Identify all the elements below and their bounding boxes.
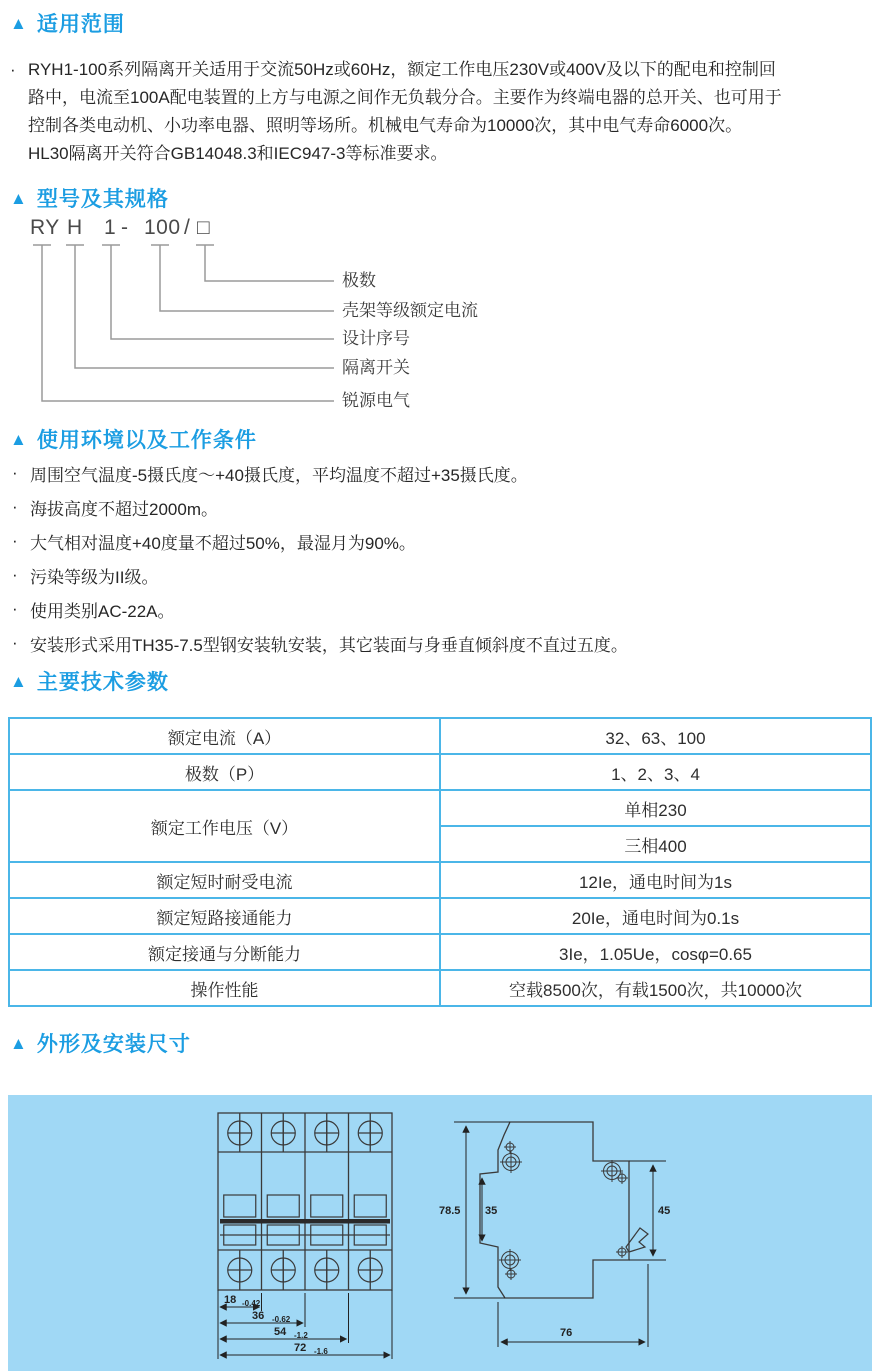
scope-line-text: RYH1-100系列隔离开关适用于交流50Hz或60Hz，额定工作电压230V或400V及以下的配电和控制回 [28, 60, 776, 79]
side-view-drawing [439, 1122, 670, 1347]
list-item-text: 海拔高度不超过2000m。 [30, 499, 218, 519]
dimension-label: 18 [224, 1294, 237, 1306]
dimension-label: 76 [560, 1327, 573, 1339]
bullet-icon: · [12, 565, 18, 584]
list-item [12, 490, 872, 524]
param-value-cell: 3Ie，1.05Ue，cosφ=0.65 [440, 934, 871, 970]
model-label-switch-type: 隔离开关 [342, 358, 410, 377]
list-item-text: 大气相对温度+40度量不超过50%，最湿月为90%。 [30, 533, 416, 553]
section-heading-dimensions [10, 1028, 191, 1058]
scope-paragraph [10, 56, 876, 168]
table-row [9, 970, 871, 1006]
dimension-label: 36 [252, 1310, 265, 1322]
model-code-design: 1 [104, 216, 117, 239]
param-label-cell: 额定电流（A） [9, 718, 440, 754]
list-item-text: 安装形式采用TH35-7.5型钢安装轨安装，其它装面与身垂直倾斜度不直过五度。 [30, 635, 628, 655]
param-value-cell: 1、2、3、4 [440, 754, 871, 790]
param-label-cell: 额定工作电压（V） [9, 790, 440, 862]
section-title: 主要技术参数 [36, 671, 169, 694]
model-designation-diagram [0, 216, 880, 422]
table-row [9, 790, 871, 826]
scope-line: 控制各类电动机、小功率电器、照明等场所。机械电气寿命为10000次，其中电气寿命6000次。 [28, 116, 743, 135]
dimensions-panel [8, 1095, 872, 1371]
section-marker-icon: ▲ [10, 429, 28, 449]
model-code-pole-box: □ [197, 216, 211, 239]
dimension-tolerance: -1.2 [294, 1331, 308, 1340]
model-code-frame: 100 [144, 216, 181, 239]
section-heading-environment [10, 424, 257, 454]
model-code-type: H [67, 216, 83, 239]
list-item [12, 558, 872, 592]
environment-list [12, 456, 872, 660]
bullet-icon: · [12, 633, 18, 652]
dimension-label: 35 [485, 1205, 498, 1217]
dimension-tolerance: -0.42 [242, 1299, 261, 1308]
bullet-icon: · [12, 599, 18, 618]
section-heading-scope [10, 8, 125, 38]
dimension-tolerance: -0.62 [272, 1315, 291, 1324]
section-title: 适用范围 [36, 13, 125, 36]
dimension-tolerance: -1.6 [314, 1347, 328, 1356]
dimension-label: 78.5 [439, 1205, 461, 1217]
table-row [9, 862, 871, 898]
table-row [9, 718, 871, 754]
param-value-cell: 32、63、100 [440, 718, 871, 754]
section-marker-icon: ▲ [10, 671, 28, 691]
param-label-cell: 额定接通与分断能力 [9, 934, 440, 970]
section-title: 型号及其规格 [36, 188, 169, 211]
dimension-label: 54 [274, 1326, 287, 1338]
section-title: 使用环境以及工作条件 [36, 429, 257, 452]
param-label-cell: 额定短路接通能力 [9, 898, 440, 934]
bullet-icon: · [12, 531, 18, 550]
bullet-icon: · [12, 497, 18, 516]
table-row [9, 754, 871, 790]
side-screws [499, 1141, 628, 1280]
model-label-frame-current: 壳架等级额定电流 [342, 301, 478, 320]
model-code-brand: RY [30, 216, 60, 239]
table-row [9, 898, 871, 934]
dimension-label: 45 [658, 1205, 671, 1217]
table-row [9, 934, 871, 970]
param-value-cell: 空载8500次，有载1500次，共10000次 [440, 970, 871, 1006]
section-title: 外形及安装尺寸 [36, 1033, 191, 1056]
scope-line: 路中，电流至100A配电装置的上方与电源之间作无负载分合。主要作为终端电器的总开关、也可用于 [28, 88, 782, 107]
section-heading-parameters [10, 666, 169, 696]
list-item [12, 456, 872, 490]
list-item-text: 污染等级为II级。 [30, 567, 159, 587]
param-label-cell: 操作性能 [9, 970, 440, 1006]
section-marker-icon: ▲ [10, 188, 28, 208]
param-label-cell: 极数（P） [9, 754, 440, 790]
side-dimension-lines [454, 1122, 666, 1347]
dimension-label: 72 [294, 1342, 307, 1354]
model-label-design-number: 设计序号 [342, 329, 410, 348]
list-item [12, 524, 872, 558]
section-marker-icon: ▲ [10, 13, 28, 33]
model-code-dash: - [121, 216, 129, 239]
param-value-cell: 单相230 [440, 790, 871, 826]
list-item-text: 周围空气温度-5摄氏度～+40摄氏度，平均温度不超过+35摄氏度。 [30, 465, 528, 485]
side-profile-outline [480, 1122, 629, 1298]
scope-line [10, 56, 876, 84]
bullet-icon: · [10, 60, 16, 79]
param-label-cell: 额定短时耐受电流 [9, 862, 440, 898]
parameters-table [8, 717, 872, 1007]
model-code-slash: / [184, 216, 191, 239]
list-item [12, 592, 872, 626]
scope-line: HL30隔离开关符合GB14048.3和IEC947-3等标准要求。 [28, 144, 448, 163]
dimension-drawings [8, 1095, 872, 1371]
section-heading-model [10, 183, 169, 213]
section-marker-icon: ▲ [10, 1033, 28, 1053]
bullet-icon: · [12, 463, 18, 482]
param-value-cell: 12Ie，通电时间为1s [440, 862, 871, 898]
model-label-brand: 锐源电气 [342, 391, 410, 410]
front-view-drawing [218, 1113, 392, 1359]
param-value-cell: 20Ie，通电时间为0.1s [440, 898, 871, 934]
list-item [12, 626, 872, 660]
model-label-poles: 极数 [342, 271, 376, 290]
param-value-cell: 三相400 [440, 826, 871, 862]
list-item-text: 使用类别AC-22A。 [30, 601, 175, 621]
